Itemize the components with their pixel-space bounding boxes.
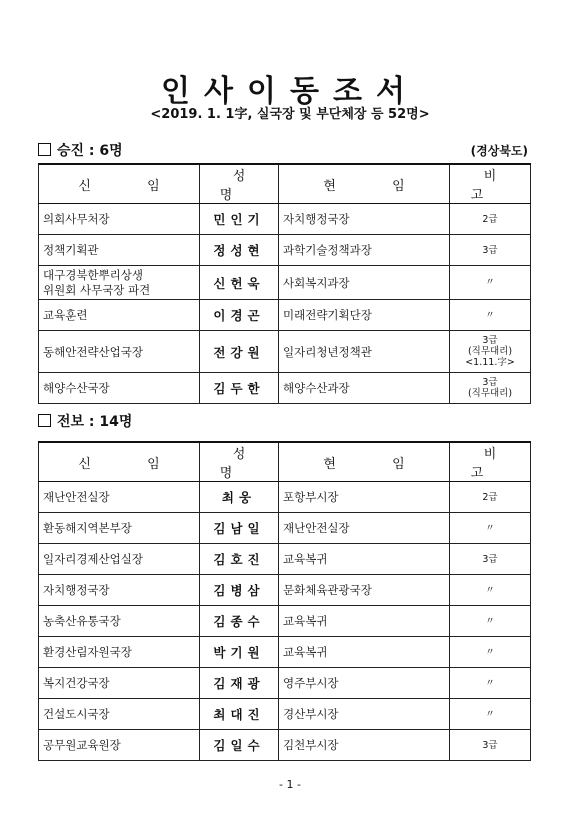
table-row — [39, 235, 531, 266]
current-position-cell: 교육복귀 — [279, 637, 450, 668]
name-cell: 김두한 — [200, 373, 279, 404]
checkbox-square-icon — [38, 143, 51, 156]
header-new: 신 임 — [39, 164, 200, 204]
header-new: 신 임 — [39, 442, 200, 482]
table-row — [39, 730, 531, 761]
table-row — [39, 544, 531, 575]
region-label: (경상북도) — [470, 144, 528, 158]
new-position-cell: 의회사무처장 — [39, 204, 200, 235]
header-note: 비 고 — [450, 164, 531, 204]
header-current: 현 임 — [279, 442, 450, 482]
table-row — [39, 482, 531, 513]
name-cell: 김호진 — [200, 544, 279, 575]
checkbox-square-icon — [38, 414, 51, 427]
note-cell: 3급 — [450, 544, 531, 575]
table-row — [39, 204, 531, 235]
current-position-cell: 사회복지과장 — [279, 266, 450, 300]
new-position-cell: 교육훈련 — [39, 300, 200, 331]
section-promotion-heading — [38, 140, 123, 160]
new-position-cell: 일자리경제산업실장 — [39, 544, 200, 575]
name-cell: 신헌욱 — [200, 266, 279, 300]
promotion-heading-text: 승진 : 6명 — [57, 143, 123, 159]
page-title: 인사이동조서 — [161, 74, 419, 109]
header-current: 현 임 — [279, 164, 450, 204]
new-position-cell: 해양수산국장 — [39, 373, 200, 404]
table-row — [39, 606, 531, 637]
new-position-cell: 동해안전략산업국장 — [39, 331, 200, 373]
note-cell: 3급 — [450, 730, 531, 761]
note-cell: 〃 — [450, 513, 531, 544]
name-cell: 이경곤 — [200, 300, 279, 331]
current-position-cell: 일자리청년정책관 — [279, 331, 450, 373]
name-cell: 전강원 — [200, 331, 279, 373]
transfer-heading-text: 전보 : 14명 — [57, 414, 133, 430]
name-cell: 정성현 — [200, 235, 279, 266]
table-row — [39, 266, 531, 300]
current-position-cell: 영주부시장 — [279, 668, 450, 699]
name-cell: 최웅 — [200, 482, 279, 513]
name-cell: 박기원 — [200, 637, 279, 668]
current-position-cell: 교육복귀 — [279, 544, 450, 575]
current-position-cell: 경산부시장 — [279, 699, 450, 730]
promotion-table — [38, 163, 531, 404]
name-cell: 김종수 — [200, 606, 279, 637]
table-row — [39, 637, 531, 668]
header-note: 비 고 — [450, 442, 531, 482]
current-position-cell: 자치행정국장 — [279, 204, 450, 235]
note-cell: 〃 — [450, 300, 531, 331]
section-transfer-heading — [38, 411, 132, 431]
current-position-cell: 포항부시장 — [279, 482, 450, 513]
page-subtitle: <2019. 1. 1字, 실국장 및 부단체장 등 52명> — [150, 107, 430, 122]
new-position-cell: 복지건강국장 — [39, 668, 200, 699]
note-cell: 〃 — [450, 266, 531, 300]
name-cell: 민인기 — [200, 204, 279, 235]
note-cell: 〃 — [450, 668, 531, 699]
new-position-cell: 환동해지역본부장 — [39, 513, 200, 544]
table-row — [39, 575, 531, 606]
new-position-cell: 공무원교육원장 — [39, 730, 200, 761]
header-name: 성 명 — [200, 442, 279, 482]
name-cell: 김병삼 — [200, 575, 279, 606]
new-position-cell: 재난안전실장 — [39, 482, 200, 513]
note-cell: 3급 (직무대리) — [450, 373, 531, 404]
current-position-cell: 문화체육관광국장 — [279, 575, 450, 606]
table-row — [39, 373, 531, 404]
note-cell: 〃 — [450, 637, 531, 668]
name-cell: 김재광 — [200, 668, 279, 699]
note-cell: 3급 (직무대리) <1.11.字> — [450, 331, 531, 373]
name-cell: 최대진 — [200, 699, 279, 730]
page-number: - 1 - — [279, 778, 301, 791]
table-row — [39, 300, 531, 331]
note-cell: 〃 — [450, 606, 531, 637]
new-position-cell: 건설도시국장 — [39, 699, 200, 730]
note-cell: 〃 — [450, 575, 531, 606]
current-position-cell: 해양수산과장 — [279, 373, 450, 404]
new-position-cell: 자치행정국장 — [39, 575, 200, 606]
new-position-cell: 대구경북한뿌리상생 위원회 사무국장 파견 — [39, 266, 200, 300]
table-header-row — [39, 164, 531, 204]
name-cell: 김남일 — [200, 513, 279, 544]
current-position-cell: 미래전략기획단장 — [279, 300, 450, 331]
new-position-cell: 환경산림자원국장 — [39, 637, 200, 668]
table-row — [39, 331, 531, 373]
name-cell: 김일수 — [200, 730, 279, 761]
table-row — [39, 668, 531, 699]
current-position-cell: 교육복귀 — [279, 606, 450, 637]
current-position-cell: 재난안전실장 — [279, 513, 450, 544]
note-cell: 2급 — [450, 482, 531, 513]
current-position-cell: 과학기술정책과장 — [279, 235, 450, 266]
new-position-cell: 정책기획관 — [39, 235, 200, 266]
note-cell: 3급 — [450, 235, 531, 266]
table-row — [39, 513, 531, 544]
note-cell: 2급 — [450, 204, 531, 235]
table-row — [39, 699, 531, 730]
current-position-cell: 김천부시장 — [279, 730, 450, 761]
transfer-table — [38, 441, 531, 761]
header-name: 성 명 — [200, 164, 279, 204]
note-cell: 〃 — [450, 699, 531, 730]
new-position-cell: 농축산유통국장 — [39, 606, 200, 637]
table-header-row — [39, 442, 531, 482]
